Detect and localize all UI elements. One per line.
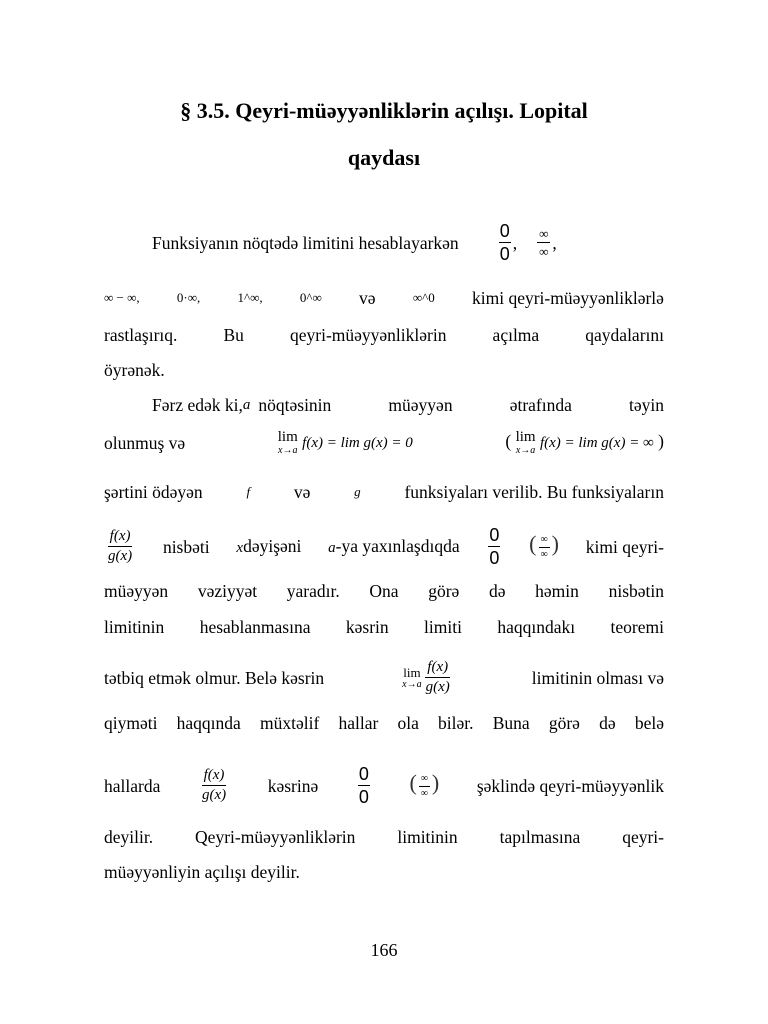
indeterminate-form: 1^∞,: [237, 290, 263, 305]
fraction-zero-over-zero: $\frac{0}{0}$: [499, 221, 510, 264]
text: qiyməti haqqında müxtəlif hallar ola bilər. Buna görə də belə: [104, 713, 664, 733]
text: limitinin hesablanmasına kəsrin limiti haqqındakı teoremi: [104, 617, 664, 637]
paragraph-line: [104, 826, 664, 848]
text: kimi qeyri-müəyyənliklərlə: [471, 288, 664, 308]
text: ,: [552, 232, 557, 253]
indeterminate-form: ∞ − ∞,: [104, 290, 140, 305]
limit-condition-infinity: ( lim x→a f(x) = lim g(x) = ∞ ): [505, 429, 664, 456]
paragraph-line: [104, 712, 664, 734]
text: və: [359, 288, 376, 308]
fraction-f-over-g: $\frac{f(x)}{g(x)}$: [108, 528, 133, 564]
fraction-inf-over-inf: $\frac{\infty}{\infty}$: [539, 226, 549, 259]
text: dəyişəni: [243, 535, 302, 556]
math-var: g: [354, 484, 361, 499]
limit-condition-zero: lim x→a f(x) = lim g(x) = 0: [277, 429, 413, 456]
paragraph-line: [104, 526, 664, 567]
paragraph-line: [104, 394, 664, 416]
text: rastlaşırıq. Bu qeyri-müəyyənliklərin açılma qaydalarını: [104, 325, 664, 345]
indeterminate-form: ∞^0: [412, 290, 435, 305]
fraction-inf-over-inf-paren: ( $\frac{\infty}{\infty}$ ): [409, 770, 440, 799]
text: kəsrinə: [267, 775, 319, 796]
text: funksiyaları verilib. Bu funksiyaların: [404, 482, 664, 502]
text: ,: [512, 232, 518, 253]
math-var: x: [236, 539, 244, 556]
paragraph-line: [104, 765, 664, 806]
text: Fərz edək ki,: [152, 395, 243, 415]
text: -ya yaxınlaşdıqda: [335, 535, 460, 556]
text: hallarda: [104, 775, 161, 796]
paragraph-line: öyrənək.: [104, 360, 165, 380]
indeterminate-form: 0^∞: [299, 290, 322, 305]
paragraph-line: [104, 660, 664, 695]
text: limitinin olması və: [531, 667, 664, 688]
page-number: 166: [370, 940, 398, 960]
text: şəklində qeyri-müəyyənlik: [476, 775, 664, 796]
text: olunmuş və: [104, 433, 186, 453]
paragraph-line: müəyyənliyin açılışı deyilir.: [104, 862, 300, 882]
fraction-zero-over-zero: $\frac{0}{0}$: [358, 764, 369, 807]
text: nisbəti: [162, 536, 210, 557]
paragraph-line: [104, 580, 664, 602]
paragraph-line: [104, 481, 664, 503]
paragraph-line: [104, 616, 664, 638]
text: müəyyən vəziyyət yaradır. Ona görə də həmin nisbətin: [104, 581, 664, 601]
text: şərtini ödəyən: [104, 482, 203, 502]
paragraph-line: [104, 430, 664, 456]
math-var: a: [328, 539, 336, 556]
math-var: a: [242, 397, 251, 413]
paragraph-line: [104, 324, 664, 346]
fraction-f-over-g: $\frac{f(x)}{g(x)}$: [201, 767, 227, 803]
text: kimi qeyri-: [585, 536, 664, 557]
paragraph-line: [104, 222, 664, 263]
section-title: § 3.5. Qeyri-müəyyənliklərin açılışı. Lopital: [180, 98, 588, 123]
fraction-zero-over-zero: $\frac{0}{0}$: [489, 525, 500, 568]
fraction-inf-over-inf-paren: ( $\frac{\infty}{\infty}$ ): [529, 531, 559, 560]
math-var: f: [246, 484, 251, 499]
paragraph-line: [104, 287, 664, 309]
indeterminate-form: 0·∞,: [176, 290, 201, 305]
section-title-continued: qaydası: [347, 145, 421, 170]
text: deyilir. Qeyri-müəyyənliklərin limitinin tapılmasına qeyri-: [104, 827, 664, 847]
text: tətbiq etmək olmur. Belə kəsrin: [104, 667, 325, 688]
text: nöqtəsinin müəyyən ətrafında təyin: [258, 395, 664, 415]
limit-of-fraction: lim x→a $\frac{f(x)}{g(x)}$: [402, 659, 450, 695]
text: və: [293, 482, 311, 502]
text: Funksiyanın nöqtədə limitini hesablayarkən: [152, 232, 459, 253]
